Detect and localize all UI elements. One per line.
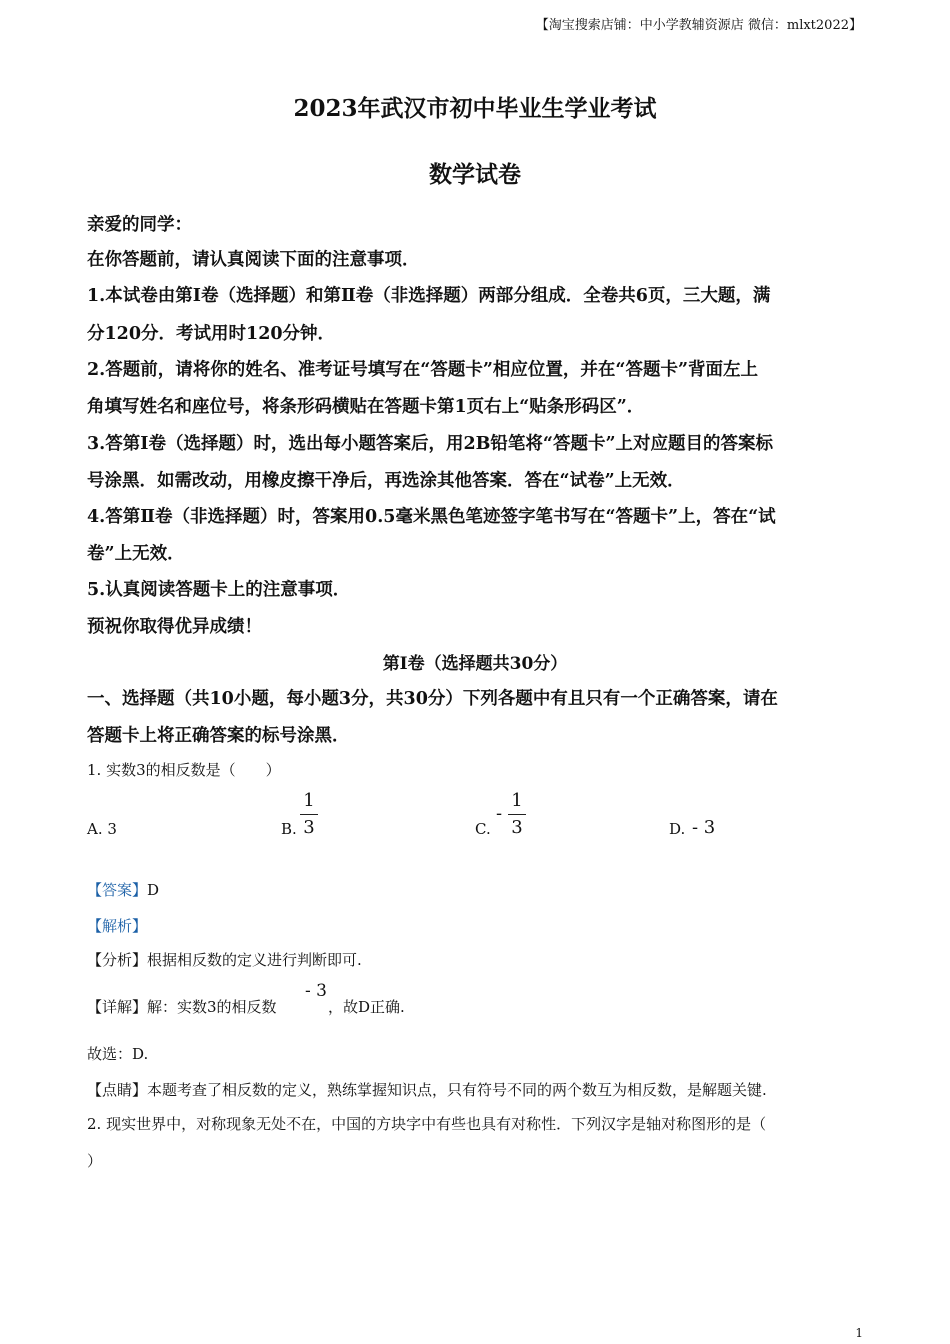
section-title: 第Ⅰ卷（选择题共30分） — [382, 654, 568, 674]
greeting: 亲爱的同学： — [87, 215, 192, 235]
comment: 【点睛】本题考查了相反数的定义，熟练掌握知识点，只有符号不同的两个数互为相反数，是解题关键. — [87, 1081, 767, 1099]
note-line: 3.答第Ⅰ卷（选择题）时，选出每小题答案后，用2B铅笔将“答题卡”上对应题目的答案标 — [87, 434, 774, 454]
header-note: 【淘宝搜索店铺：中小学教辅资源店 微信：mlxt2022】 — [535, 18, 862, 33]
fraction-numerator: 1 — [511, 790, 523, 811]
note-line: 分120分．考试用时120分钟． — [87, 324, 336, 344]
option-c-label: C. — [475, 820, 491, 838]
note-line: 1.本试卷由第Ⅰ卷（选择题）和第Ⅱ卷（非选择题）两部分组成．全卷共6页，三大题，满 — [87, 286, 771, 306]
option-b-label: B. — [281, 820, 297, 838]
question-2-stem-end: ） — [87, 1152, 103, 1170]
note-line: 5.认真阅读答题卡上的注意事项． — [87, 580, 351, 600]
option-a: A. 3 — [87, 820, 117, 838]
fraction-bar — [508, 814, 526, 815]
part-one-instructions: 一、选择题（共10小题，每小题3分，共30分）下列各题中有且只有一个正确答案，请在 — [87, 689, 778, 709]
note-line: 4.答第Ⅱ卷（非选择题）时，答案用0.5毫米黑色笔迹签字笔书写在“答题卡”上，答在“试 — [87, 507, 776, 527]
exam-title: 2023年武汉市初中毕业生学业考试 — [293, 95, 657, 122]
option-d-label: D. — [669, 820, 686, 838]
note-line: 2.答题前，请将你的姓名、准考证号填写在“答题卡”相应位置，并在“答题卡”背面左上 — [87, 360, 759, 380]
answer-tag: 【答案】 — [87, 881, 148, 899]
note-line: 预祝你取得优异成绩！ — [87, 617, 262, 637]
option-c-sign: - — [496, 803, 503, 824]
page-number: 1 — [855, 1326, 863, 1340]
option-c-fraction — [508, 791, 526, 838]
conclusion: 故选：D. — [87, 1045, 149, 1063]
note-line: 角填写姓名和座位号，将条形码横贴在答题卡第1页右上“贴条形码区”． — [87, 397, 645, 417]
analysis-text: 【分析】根据相反数的定义进行判断即可. — [87, 951, 362, 969]
question-2-stem: 2. 现实世界中，对称现象无处不在，中国的方块字中有些也具有对称性．下列汉字是轴对称图形的是（ — [87, 1115, 767, 1133]
exam-subtitle: 数学试卷 — [429, 161, 521, 188]
option-b-fraction — [300, 791, 318, 838]
question-1-stem: 1. 实数3的相反数是（ ） — [87, 761, 281, 779]
part-one-instructions: 答题卡上将正确答案的标号涂黑． — [87, 726, 350, 746]
fraction-denominator: 3 — [303, 817, 315, 838]
analysis-tag: 【解析】 — [87, 917, 148, 935]
detail-tail: ，故D正确. — [328, 998, 405, 1016]
answer-value: D — [147, 881, 160, 899]
note-line: 号涂黑．如需改动，用橡皮擦干净后，再选涂其他答案．答在“试卷”上无效． — [87, 471, 685, 491]
answer-line — [87, 879, 159, 900]
option-d-value: - 3 — [692, 817, 716, 838]
intro-line: 在你答题前，请认真阅读下面的注意事项． — [87, 250, 420, 270]
fraction-numerator: 1 — [303, 790, 315, 811]
detail-expression: - 3 — [305, 981, 327, 1001]
fraction-denominator: 3 — [511, 817, 523, 838]
note-line: 卷”上无效． — [87, 544, 185, 564]
detail-text: 【详解】解：实数3的相反数 — [87, 998, 277, 1016]
fraction-bar — [300, 814, 318, 815]
